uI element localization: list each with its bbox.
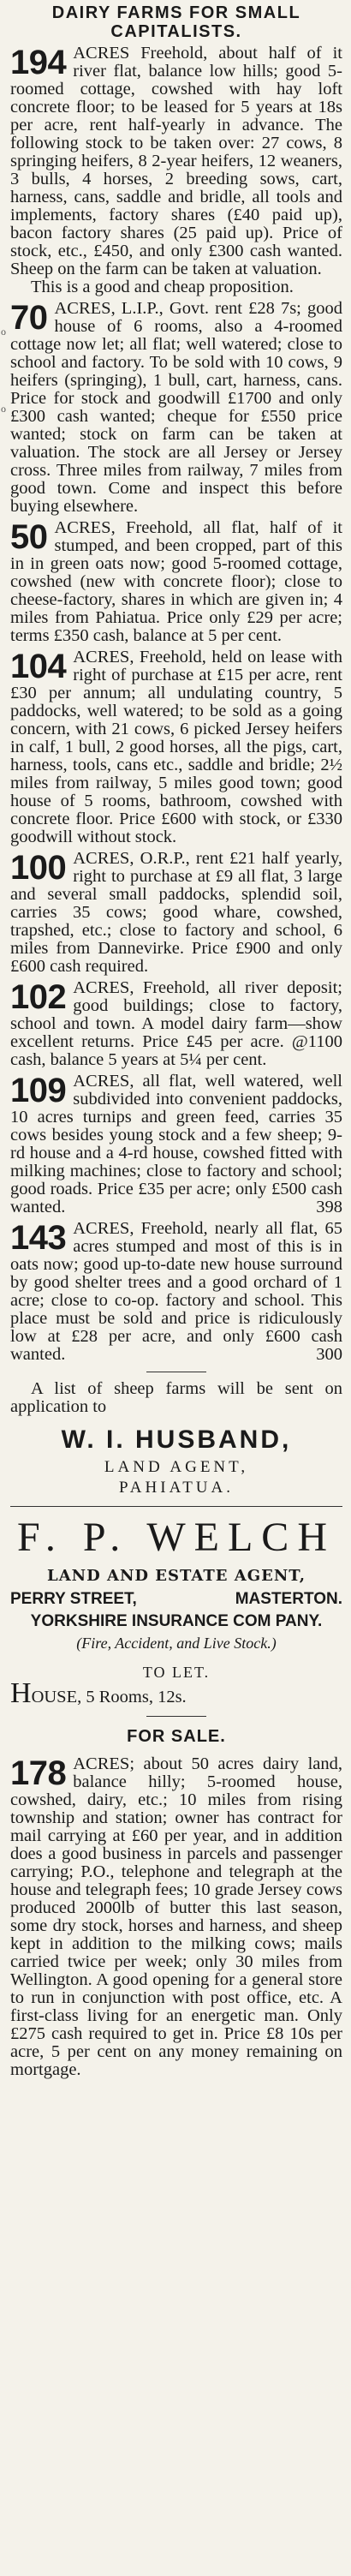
listing-70 <box>10 300 342 516</box>
to-let-heading: TO LET. <box>142 1664 211 1681</box>
listing-ref: 300 <box>316 1345 342 1364</box>
listing-number: 70 <box>10 299 48 337</box>
for-sale-heading: FOR SALE. <box>127 1727 226 1746</box>
listing-number: 178 <box>10 1754 67 1792</box>
listing-text: ACRES, all flat, well watered, well subdivided into convenient paddocks, 10 acres turnips and green feed, carries 35 cows besides young stock and a few sheep; 9-rd house and a 4-rd house, cowshed fitted with milking machines; close to factory and school; good roads. Price £35 per acre; only £500 cash wanted. <box>10 1072 342 1216</box>
listing-text: ACRES Freehold, about half of it river flat, balance low hills; good 5-roomed cottage, cowshed with hay loft concrete floor; to be leased for 5 years at 18s per acre, rent half-yearly in advance. The following stock to be taken over: 27 cows, 8 springing heifers, 8 2-year heifers, 12 weaners, 3 bulls, 4 horses, 2 breeding sows, cart, harness, cans, saddle and bridle, all tools and implements, factory shares (£40 paid up), bacon factory shares (25 paid up). Price of stock, etc., £450, and only £300 cash wanted. Sheep on the farm can be taken at valuation. <box>10 44 342 278</box>
listing-extra: This is a good and cheap proposition. <box>31 278 294 296</box>
listing-143 <box>10 1220 342 1364</box>
welch-agent-name: F. P. WELCH <box>17 1515 336 1560</box>
listing-text: ACRES, O.R.P., rent £21 half yearly, right to purchase at £9 all flat, 3 large and several small paddocks, splendid soil, carries 35 cows; good whare, cowshed, trapshed, etc.; close to factory and school, 6 miles from Dannevirke. Price £900 and only £600 cash required. <box>10 849 342 976</box>
listing-number: 104 <box>10 648 67 685</box>
listing-104 <box>10 648 342 846</box>
listing-text: ACRES, Freehold, all flat, half of it stumped, and been cropped, part of this in in green oats now; good 5-roomed cottage, cowshed (new with concrete floor); close to cheese-factory, shares in which are given in; 4 miles from Pahiatua. Price only £29 per acre; terms £350 cash, balance at 5 per cent. <box>10 518 342 645</box>
listing-text: ACRES, Freehold, held on lease with right of purchase at £15 per acre, rent £30 per annum; all undulating country, 5 paddocks, well watered; to be sold as a going concern, with 21 cows, 6 picked Jersey heifers in calf, 1 bull, 2 good horses, all the pigs, cart, harness, tools, cans etc., saddle and bridle; 2½ miles from railway, 5 miles good town; good house of 5 rooms, bathroom, cowshed with concrete floor. Price £600 with stock, or £330 goodwill without stock. <box>10 648 342 846</box>
welch-street: PERRY STREET, <box>10 1590 137 1608</box>
agent-name: W. I. HUSBAND, <box>61 1425 292 1454</box>
listing-100 <box>10 850 342 976</box>
listing-text: ACRES, Freehold, nearly all flat, 65 acres stumped and most of this is in oats now; good up-to-date new house surround by good shelter trees and a good orchard of 1 acre; close to co-op. factory and school. This place must be sold and price is ridiculously low at £28 per acre, and only £600 cash wanted. <box>10 1219 342 1364</box>
margin-mark: o <box>1 403 6 415</box>
section-heading: DAIRY FARMS FOR SMALL CAPITALISTS. <box>51 3 301 41</box>
listing-number: 109 <box>10 1072 67 1109</box>
listing-109 <box>10 1073 342 1216</box>
listing-178 <box>10 1755 342 2079</box>
listing-102 <box>10 979 342 1069</box>
welch-insurance-types: (Fire, Accident, and Live Stock.) <box>76 1635 277 1652</box>
welch-town: MASTERTON. <box>235 1590 342 1608</box>
listing-number: 194 <box>10 44 67 81</box>
listing-number: 50 <box>10 518 48 556</box>
margin-mark: o <box>1 326 6 338</box>
welch-subtitle: LAND AND ESTATE AGENT, <box>47 1567 306 1585</box>
agent-title: LAND AGENT, <box>104 1458 249 1476</box>
divider <box>10 1506 342 1507</box>
listing-50 <box>10 519 342 645</box>
divider <box>146 1716 206 1717</box>
agent-town: PAHIATUA. <box>118 1479 234 1497</box>
listing-194 <box>10 45 342 296</box>
listing-number: 100 <box>10 849 67 887</box>
listing-ref: 398 <box>316 1198 342 1216</box>
listing-text: ACRES, Freehold, all river deposit; good buildings; close to factory, school and town. A model dairy farm—show excellent returns. Price £45 per acre. @1100 cash, balance 5 years at 5¼ per cent. <box>10 978 342 1069</box>
welch-insurance: YORKSHIRE INSURANCE COM PANY. <box>30 1612 323 1630</box>
listing-number: 102 <box>10 978 67 1016</box>
house-listing <box>10 1677 342 1709</box>
listing-number: 143 <box>10 1219 67 1257</box>
sheep-note: A list of sheep farms will be sent on application to <box>10 1379 342 1416</box>
welch-address <box>10 1588 342 1611</box>
house-text: OUSE, 5 Rooms, 12s. <box>31 1688 187 1706</box>
listing-text: ACRES; about 50 acres dairy land, balance hilly; 5-roomed house, cowshed, dairy, etc.; 10 miles from rising township and station; owner has contract for mail carrying at £60 per year, and in addition does a good business in parcels and passenger carrying; P.O., telephone and telegraph at the house and telegraph fees; 10 grade Jersey cows produced 2000lb of butter this last season, some dry stock, horses and harness, and sheep kept in addition to the milking cows; mails carried twice per week; only 30 miles from Wellington. A good opening for a general store to run in conjunction with post office, etc. A first-class living for an energetic man. Only £275 cash required to get in. Price £8 10s per acre, 5 per cent on any money remaining on mortgage. <box>10 1754 342 2079</box>
house-initial: H <box>10 1677 32 1709</box>
listing-text: ACRES, L.I.P., Govt. rent £28 7s; good house of 6 rooms, also a 4-roomed cottage now let; all flat; well watered; close to school and factory. To be sold with 10 cows, 9 heifers (springing), 1 bull, cart, harness, cans. Price for stock and goodwill £1700 and only £300 cash wanted; cheque for £550 price wanted; stock on farm can be taken at valuation. The stock are all Jersey or Jersey cross. Three miles from railway, 7 miles from good town. Come and inspect this before buying elsewhere. <box>10 299 342 516</box>
